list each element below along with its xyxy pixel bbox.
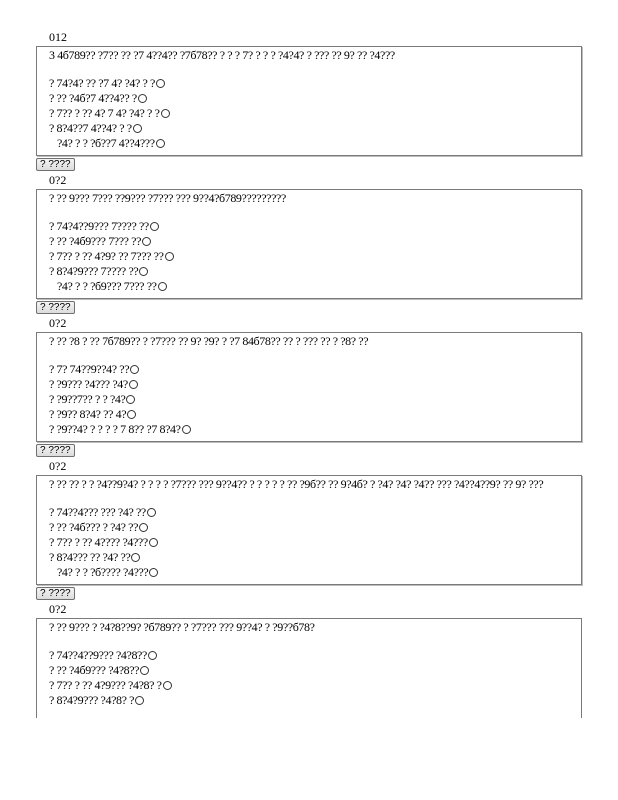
- option-label: ? ?9??4? ? ? ? ? 7 8?? ?7 8?4?: [49, 422, 181, 436]
- option-label: ? 74?4? ?? ?7 4? ?4? ? ?: [49, 76, 155, 90]
- radio-button[interactable]: [127, 410, 136, 419]
- question-block: [36, 457, 582, 600]
- option-label: ? ?9?? 8?4? ?? 4?: [49, 407, 127, 421]
- radio-button[interactable]: [158, 282, 167, 291]
- answer-option[interactable]: [49, 106, 571, 121]
- radio-button[interactable]: [133, 124, 142, 133]
- answer-option[interactable]: [49, 550, 571, 565]
- answer-option[interactable]: [49, 362, 571, 377]
- question-text: ? ?? ?8 ? ?? 7б789?? ? ?7??? ?? 9? ?9? ? ?7 84б78?? ?? ? ??? ?? ? ?8? ??: [49, 334, 369, 348]
- question-number: 012: [49, 30, 67, 44]
- question-block: [36, 600, 582, 718]
- option-label: ? ?9??? ?4??? ?4?: [49, 377, 128, 391]
- question-block: [36, 28, 582, 171]
- answer-option[interactable]: [49, 678, 571, 693]
- answer-option[interactable]: [49, 249, 571, 264]
- question-box: [36, 618, 582, 718]
- option-label: ? ?? ?4б?7 4??4?? ?: [49, 91, 137, 105]
- question-box: [36, 46, 582, 156]
- radio-button[interactable]: [139, 523, 148, 532]
- question-text: 3 4б789?? ?7?? ?? ?7 4??4?? ?7б78?? ? ? ? 7? ? ? ? ?4?4? ? ??? ?? 9? ?? ?4???: [49, 48, 395, 62]
- question-block: [36, 314, 582, 457]
- option-label: ? 7?? ? ?? 4???? ?4???: [49, 535, 148, 549]
- option-label: ? ?9??7?? ? ? ?4?: [49, 392, 126, 406]
- option-label: ?4? ? ? ?б9??? 7??? ??: [57, 279, 157, 293]
- option-label: ? 7?? ? ?? 4? 7 4? ?4? ? ?: [49, 106, 160, 120]
- answer-option[interactable]: [49, 136, 571, 151]
- answer-option[interactable]: [49, 279, 571, 294]
- option-label: ? ?? ?4б9??? ?4?8??: [49, 663, 140, 677]
- answer-option[interactable]: [49, 219, 571, 234]
- submit-button[interactable]: ? ????: [36, 587, 75, 600]
- answer-option[interactable]: [49, 648, 571, 663]
- submit-button[interactable]: ? ????: [36, 158, 75, 171]
- option-label: ? 8?4??? ?? ?4? ??: [49, 550, 131, 564]
- answer-option[interactable]: [49, 505, 571, 520]
- answer-option[interactable]: [49, 565, 571, 580]
- question-text: ? ?? 9??? 7??? ??9??? ?7??? ??? 9??4?б789?????????: [49, 191, 286, 205]
- radio-button[interactable]: [148, 651, 157, 660]
- option-label: ? 74??4??9??? ?4?8??: [49, 648, 147, 662]
- question-box: [36, 189, 582, 299]
- answer-option[interactable]: [49, 422, 571, 437]
- radio-button[interactable]: [139, 267, 148, 276]
- answer-option[interactable]: [49, 121, 571, 136]
- option-label: ? 7?? ? ?? 4?9??? ?4?8? ?: [49, 678, 162, 692]
- question-number: 0?2: [49, 459, 67, 473]
- option-label: ? 7?? ? ?? 4?9? ?? 7??? ??: [49, 249, 164, 263]
- answer-option[interactable]: [49, 91, 571, 106]
- radio-button[interactable]: [135, 696, 144, 705]
- option-label: ? 8?4??7 4??4? ? ?: [49, 121, 132, 135]
- question-number: 0?2: [49, 173, 67, 187]
- question-box: [36, 332, 582, 442]
- answer-option[interactable]: [49, 76, 571, 91]
- radio-button[interactable]: [156, 79, 165, 88]
- option-label: ? ?? ?4б??? ? ?4? ??: [49, 520, 139, 534]
- option-label: ? 74??4??? ??? ?4? ??: [49, 505, 146, 519]
- submit-button[interactable]: ? ????: [36, 444, 75, 457]
- radio-button[interactable]: [149, 568, 158, 577]
- option-label: ? 7? 74??9??4? ??: [49, 362, 130, 376]
- radio-button[interactable]: [142, 237, 151, 246]
- option-label: ? 8?4?9??? 7???? ??: [49, 264, 139, 278]
- quiz-page: [36, 28, 582, 718]
- option-label: ?4? ? ? ?б??7 4??4???: [57, 136, 155, 150]
- radio-button[interactable]: [130, 365, 139, 374]
- radio-button[interactable]: [138, 94, 147, 103]
- radio-button[interactable]: [161, 109, 170, 118]
- radio-button[interactable]: [147, 508, 156, 517]
- radio-button[interactable]: [182, 425, 191, 434]
- option-label: ? ?? ?4б9??? 7??? ??: [49, 234, 142, 248]
- answer-option[interactable]: [49, 407, 571, 422]
- question-number: 0?2: [49, 316, 67, 330]
- option-label: ? 74?4??9??? 7???? ??: [49, 219, 149, 233]
- question-text: ? ?? 9??? ? ?4?8??9? ?б789?? ? ?7??? ??? 9??4? ? ?9??б78?: [49, 620, 315, 634]
- radio-button[interactable]: [131, 553, 140, 562]
- radio-button[interactable]: [149, 538, 158, 547]
- radio-button[interactable]: [156, 139, 165, 148]
- answer-option[interactable]: [49, 234, 571, 249]
- question-box: [36, 475, 582, 585]
- answer-option[interactable]: [49, 392, 571, 407]
- option-label: ?4? ? ? ?б???? ?4???: [57, 565, 149, 579]
- answer-option[interactable]: [49, 535, 571, 550]
- radio-button[interactable]: [129, 380, 138, 389]
- radio-button[interactable]: [150, 222, 159, 231]
- submit-button[interactable]: ? ????: [36, 301, 75, 314]
- question-text: ? ?? ?? ? ? ?4??9?4? ? ? ? ? ?7??? ??? 9??4?? ? ? ? ? ? ?? ?9б?? ?? 9?4б? ? ?4? ?4? ?4?? ??? ?4??4??9? ?? 9? ???: [49, 477, 544, 491]
- radio-button[interactable]: [163, 681, 172, 690]
- radio-button[interactable]: [126, 395, 135, 404]
- radio-button[interactable]: [140, 666, 149, 675]
- answer-option[interactable]: [49, 520, 571, 535]
- option-label: ? 8?4?9??? ?4?8? ?: [49, 693, 135, 707]
- answer-option[interactable]: [49, 693, 571, 708]
- answer-option[interactable]: [49, 264, 571, 279]
- question-number: 0?2: [49, 602, 67, 616]
- radio-button[interactable]: [165, 252, 174, 261]
- answer-option[interactable]: [49, 377, 571, 392]
- question-block: [36, 171, 582, 314]
- answer-option[interactable]: [49, 663, 571, 678]
